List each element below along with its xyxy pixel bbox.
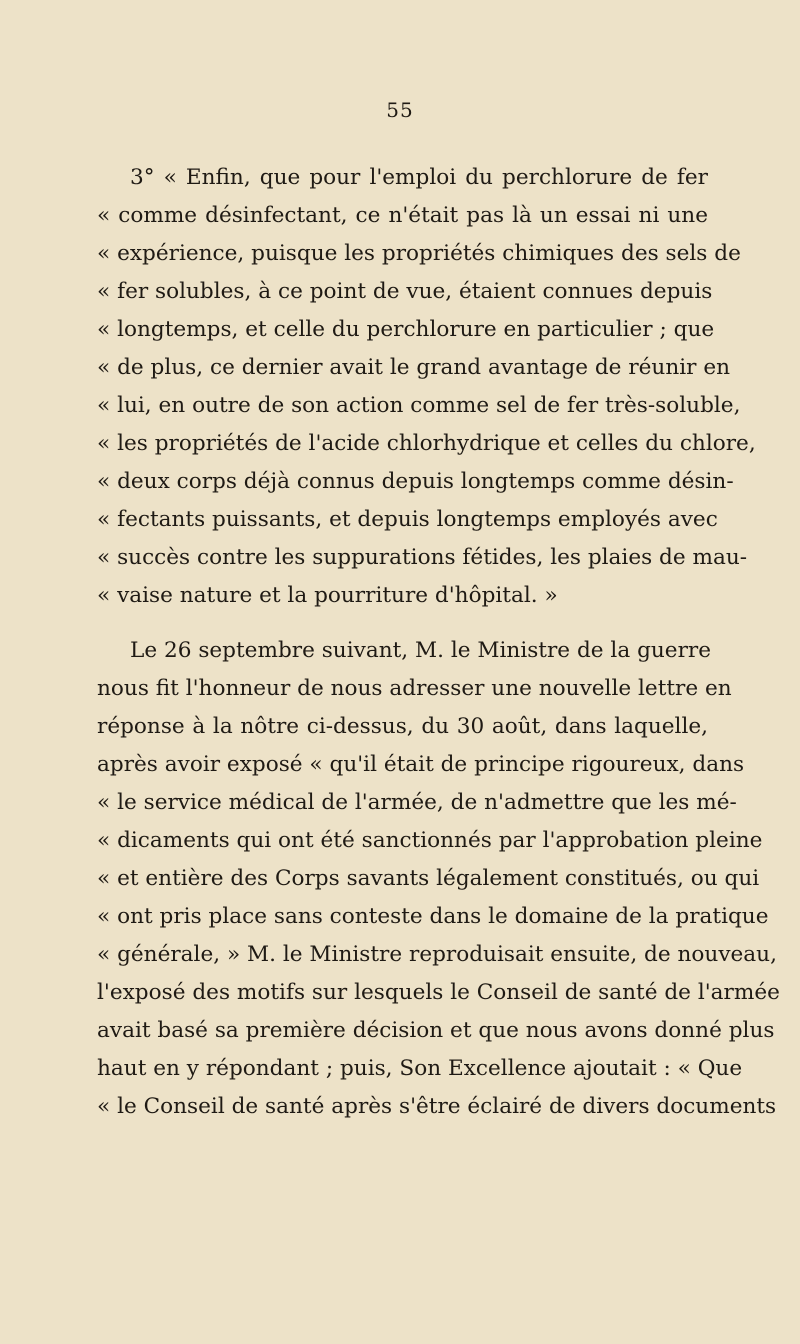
text-line: « et entière des Corps savants légalement constitués, ou qui <box>97 866 760 891</box>
text-line: après avoir exposé « qu'il était de principe rigoureux, dans <box>97 752 745 777</box>
text-line: « les propriétés de l'acide chlorhydrique et celles du chlore, <box>97 431 756 456</box>
text-line: « fectants puissants, et depuis longtemps employés avec <box>97 507 718 532</box>
text-line: « comme désinfectant, ce n'était pas là un essai ni une <box>97 203 708 228</box>
text-line: 3° « Enfin, que pour l'emploi du perchlorure de fer <box>130 165 708 190</box>
text-line: « lui, en outre de son action comme sel de fer très-soluble, <box>97 393 741 418</box>
text-line: haut en y répondant ; puis, Son Excellence ajoutait : « Que <box>97 1056 743 1081</box>
text-line: « le service médical de l'armée, de n'admettre que les mé- <box>97 790 737 815</box>
text-line: « le Conseil de santé après s'être éclairé de divers documents <box>97 1094 777 1119</box>
text-line: « deux corps déjà connus depuis longtemps comme désin- <box>97 469 734 494</box>
text-line: « longtemps, et celle du perchlorure en particulier ; que <box>97 317 715 342</box>
text-line: « expérience, puisque les propriétés chimiques des sels de <box>97 241 741 266</box>
text-line: « ont pris place sans conteste dans le domaine de la pratique <box>97 904 769 929</box>
text-line: « de plus, ce dernier avait le grand avantage de réunir en <box>97 355 731 380</box>
text-line: avait basé sa première décision et que nous avons donné plus <box>97 1018 775 1043</box>
page-number: 55 <box>386 98 414 122</box>
text-line: réponse à la nôtre ci-dessus, du 30 août, dans laquelle, <box>97 714 708 739</box>
text-line: l'exposé des motifs sur lesquels le Conseil de santé de l'armée <box>97 980 780 1005</box>
text-line: Le 26 septembre suivant, M. le Ministre de la guerre <box>130 638 711 663</box>
text-line: « succès contre les suppurations fétides, les plaies de mau- <box>97 545 748 570</box>
text-line: « vaise nature et la pourriture d'hôpital. » <box>97 583 558 608</box>
text-line: « fer solubles, à ce point de vue, étaient connues depuis <box>97 279 713 304</box>
text-line: « dicaments qui ont été sanctionnés par l'approbation pleine <box>97 828 763 853</box>
text-line: « générale, » M. le Ministre reproduisait ensuite, de nouveau, <box>97 942 777 967</box>
text-line: nous fit l'honneur de nous adresser une nouvelle lettre en <box>97 676 732 701</box>
